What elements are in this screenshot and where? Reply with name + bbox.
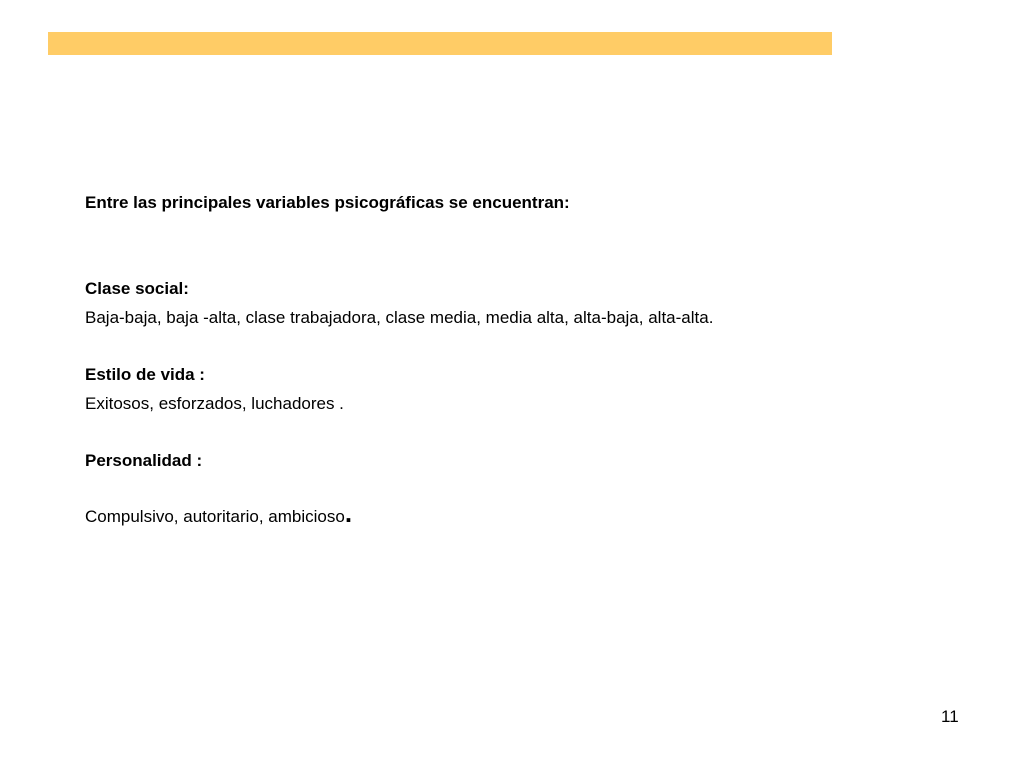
section-body-personalidad-text: Compulsivo, autoritario, ambicioso bbox=[85, 507, 345, 526]
section-heading-clase-social: Clase social: bbox=[85, 279, 189, 298]
section-heading-personalidad: Personalidad : bbox=[85, 451, 203, 470]
page-number: 11 bbox=[941, 707, 959, 726]
section-body-personalidad bbox=[85, 498, 353, 528]
section-body-personalidad-period: . bbox=[344, 498, 353, 528]
section-heading-estilo-de-vida: Estilo de vida : bbox=[85, 365, 205, 384]
section-body-clase-social: Baja-baja, baja -alta, clase trabajadora, clase media, media alta, alta-baja, alta-alta. bbox=[85, 308, 714, 327]
section-body-estilo-de-vida: Exitosos, esforzados, luchadores . bbox=[85, 394, 344, 413]
intro-text: Entre las principales variables psicográficas se encuentran: bbox=[85, 193, 570, 212]
accent-bar bbox=[48, 32, 832, 55]
